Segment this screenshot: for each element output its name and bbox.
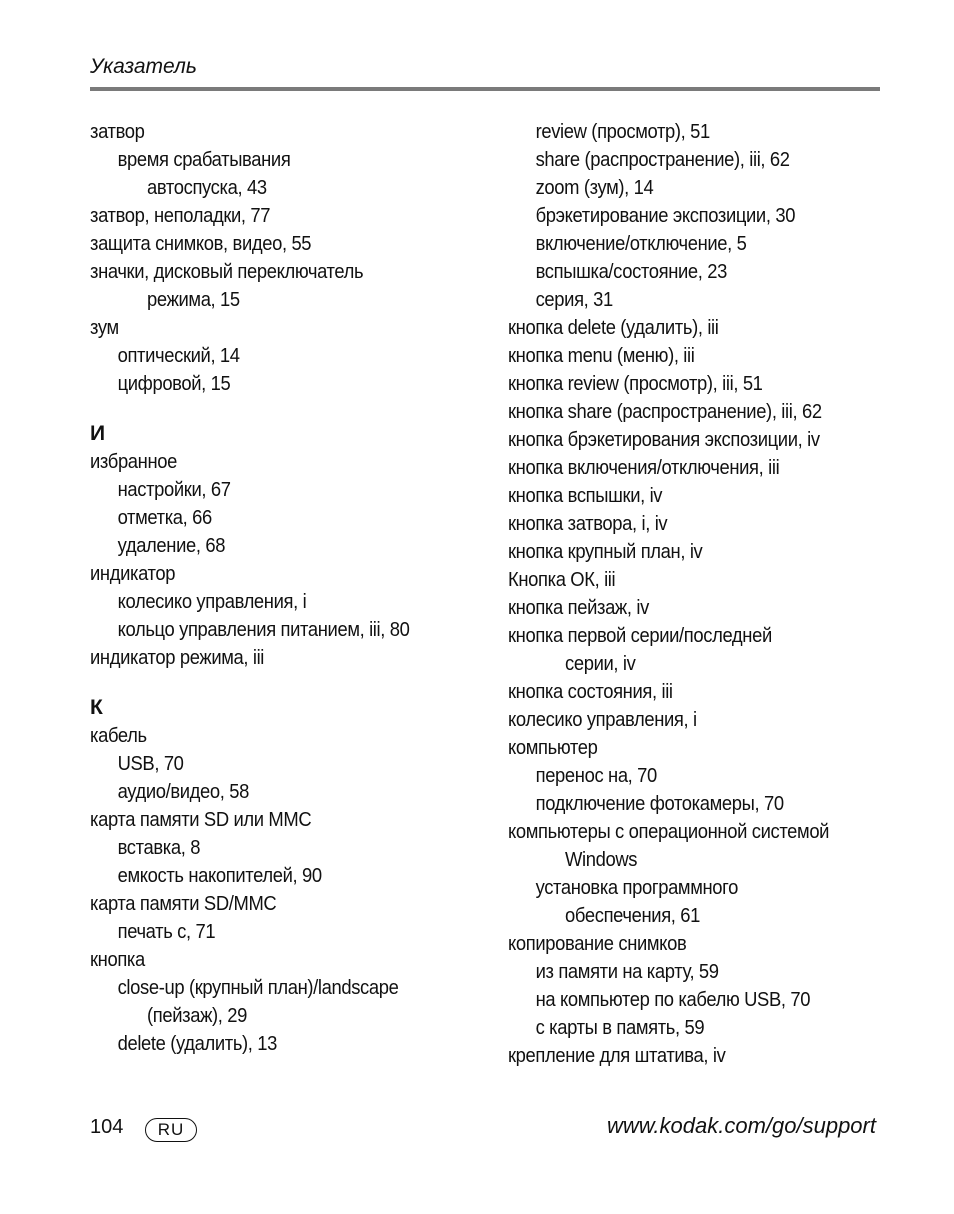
index-entry: кнопка включения/отключения, iii [508, 457, 780, 479]
index-subentry: close-up (крупный план)/landscape [117, 977, 399, 999]
index-column-left [90, 118, 490, 1058]
index-subentry: USB, 70 [117, 753, 184, 775]
index-subentry: колесико управления, i [117, 591, 307, 613]
index-subentry: включение/отключение, 5 [535, 233, 747, 255]
index-section-letter: И [90, 422, 106, 445]
index-subentry: delete (удалить), 13 [117, 1033, 278, 1055]
index-subentry: zoom (зум), 14 [535, 177, 654, 199]
page-number: 104 [90, 1116, 124, 1138]
section-gap [90, 672, 490, 694]
index-entry: компьютеры с операционной системой [508, 821, 830, 843]
index-entry: карта памяти SD/MMC [90, 893, 277, 915]
index-subentry: время срабатывания [117, 149, 291, 171]
index-entry: кнопка крупный план, iv [508, 541, 703, 563]
index-column-right [508, 118, 888, 1070]
index-subentry: (пейзаж), 29 [147, 1005, 248, 1027]
index-subentry: цифровой, 15 [117, 373, 231, 395]
index-entry: кабель [90, 725, 147, 747]
index-subentry: кольцо управления питанием, iii, 80 [117, 619, 410, 641]
index-entry: крепление для штатива, iv [508, 1045, 726, 1067]
index-subentry: автоспуска, 43 [147, 177, 267, 199]
index-entry: затвор [90, 121, 145, 143]
index-subentry: вспышка/состояние, 23 [535, 261, 728, 283]
index-subentry: перенос на, 70 [535, 765, 657, 787]
index-entry: карта памяти SD или MMC [90, 809, 312, 831]
index-entry: кнопка share (распространение), iii, 62 [508, 401, 822, 423]
index-entry: защита снимков, видео, 55 [90, 233, 312, 255]
index-subentry: подключение фотокамеры, 70 [535, 793, 784, 815]
index-subentry: серии, iv [565, 653, 636, 675]
index-subentry: из памяти на карту, 59 [535, 961, 719, 983]
index-entry: компьютер [508, 737, 598, 759]
index-subentry: Windows [565, 849, 638, 871]
index-entry: кнопка menu (меню), iii [508, 345, 695, 367]
index-entry: кнопка review (просмотр), iii, 51 [508, 373, 763, 395]
page-header-title: Указатель [90, 55, 197, 78]
index-subentry: печать с, 71 [117, 921, 216, 943]
index-subentry: с карты в память, 59 [535, 1017, 705, 1039]
index-entry: затвор, неполадки, 77 [90, 205, 271, 227]
index-entry: кнопка затвора, i, iv [508, 513, 668, 535]
index-subentry: настройки, 67 [117, 479, 231, 501]
index-subentry: удаление, 68 [117, 535, 226, 557]
index-subentry: share (распространение), iii, 62 [535, 149, 790, 171]
index-entry: кнопка состояния, iii [508, 681, 673, 703]
index-subentry: вставка, 8 [117, 837, 201, 859]
index-entry: копирование снимков [508, 933, 687, 955]
index-entry: значки, дисковый переключатель [90, 261, 364, 283]
index-subentry: режима, 15 [147, 289, 240, 311]
index-entry: индикатор [90, 563, 176, 585]
index-entry: кнопка delete (удалить), iii [508, 317, 719, 339]
index-entry: кнопка [90, 949, 145, 971]
index-entry: зум [90, 317, 119, 339]
index-entry: избранное [90, 451, 177, 473]
support-url: www.kodak.com/go/support [606, 1113, 876, 1138]
language-badge: RU [145, 1118, 197, 1142]
index-subentry: review (просмотр), 51 [535, 121, 710, 143]
index-entry: кнопка первой серии/последней [508, 625, 772, 647]
index-subentry: серия, 31 [535, 289, 613, 311]
index-entry: кнопка брэкетирования экспозиции, iv [508, 429, 820, 451]
index-subentry: оптический, 14 [117, 345, 240, 367]
section-gap [90, 398, 490, 420]
index-subentry: обеспечения, 61 [565, 905, 701, 927]
index-entry: колесико управления, i [508, 709, 697, 731]
index-entry: Кнопка ОК, iii [508, 569, 616, 591]
index-subentry: емкость накопителей, 90 [117, 865, 322, 887]
index-subentry: на компьютер по кабелю USB, 70 [535, 989, 811, 1011]
index-section-letter: К [90, 696, 103, 719]
index-subentry: отметка, 66 [117, 507, 212, 529]
index-subentry: брэкетирование экспозиции, 30 [535, 205, 796, 227]
header-divider [90, 87, 880, 91]
index-entry: кнопка пейзаж, iv [508, 597, 649, 619]
index-subentry: установка программного [535, 877, 738, 899]
index-entry: индикатор режима, iii [90, 647, 265, 669]
index-subentry: аудио/видео, 58 [117, 781, 250, 803]
index-entry: кнопка вспышки, iv [508, 485, 663, 507]
